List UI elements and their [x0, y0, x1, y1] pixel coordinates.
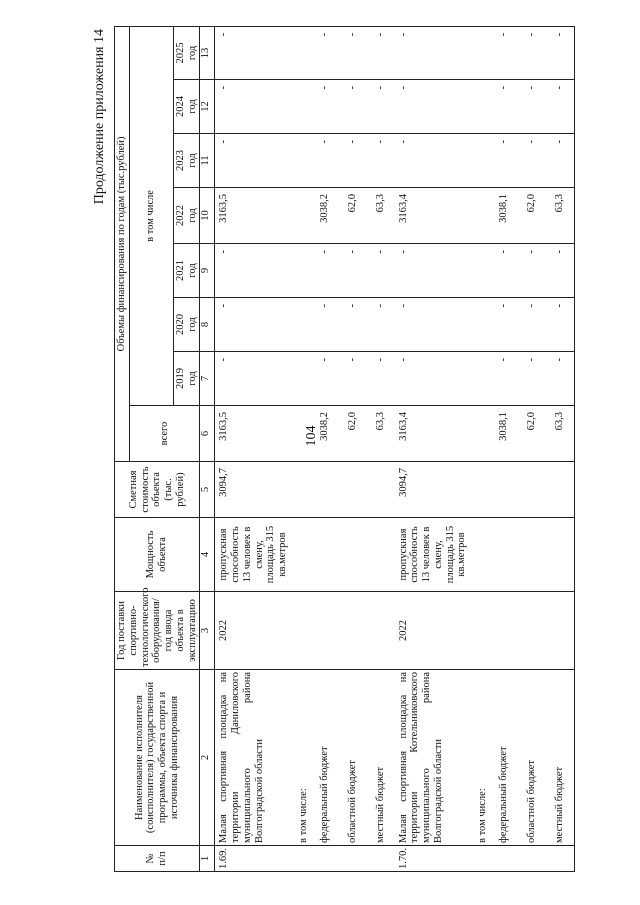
cell-cost [518, 462, 546, 518]
header-year-2022 [173, 188, 200, 244]
header-year-2025 [173, 26, 200, 79]
cell-year-amount [290, 352, 311, 406]
header-year-unit: год [186, 99, 198, 114]
cell-year-amount: - [518, 352, 546, 406]
cell-year-amount: 3163,5 [215, 188, 290, 244]
cell-year-amount [469, 26, 490, 79]
cell-year-amount: - [215, 26, 290, 79]
cell-total: 62,0 [518, 406, 546, 462]
header-year-value: 2025 [174, 42, 186, 64]
header-year-value: 2024 [174, 96, 186, 117]
cell-year-amount: - [215, 298, 290, 352]
cell-year-amount [290, 134, 311, 188]
header-year-value: 2022 [174, 205, 186, 226]
cell-year-amount: 3163,4 [395, 188, 470, 244]
cell-year-amount: - [311, 352, 339, 406]
column-number: 11 [200, 134, 215, 188]
cell-no [311, 846, 339, 872]
cell-name: местный бюджет [546, 670, 575, 846]
cell-year-amount: - [546, 134, 575, 188]
cell-name: федеральный бюджет [490, 670, 518, 846]
header-year-2023 [173, 134, 200, 188]
cell-year-amount: - [339, 80, 367, 134]
table-row-funding-source [490, 26, 518, 871]
header-year-2021 [173, 244, 200, 298]
cell-cost [546, 462, 575, 518]
cell-year [546, 592, 575, 670]
cell-capacity [490, 518, 518, 592]
cell-year-amount: 62,0 [518, 188, 546, 244]
cell-year-amount: - [311, 244, 339, 298]
column-number: 12 [200, 80, 215, 134]
cell-year-amount: - [395, 134, 470, 188]
table-row-object [395, 26, 470, 871]
cell-year [490, 592, 518, 670]
cell-year-amount: - [395, 244, 470, 298]
cell-total: 3163,4 [395, 406, 470, 462]
cell-cost [469, 462, 490, 518]
cell-year-amount [469, 244, 490, 298]
cell-year [367, 592, 395, 670]
cell-year-amount: - [518, 298, 546, 352]
cell-year-amount: - [395, 298, 470, 352]
cell-year-amount: - [546, 26, 575, 79]
cell-name: Малая спортивная площадка на территории Даниловского муниципального района Волгоградской области [215, 670, 290, 846]
header-year-unit: год [186, 371, 198, 386]
header-year-2024 [173, 80, 200, 134]
cell-year-amount: 3038,1 [490, 188, 518, 244]
cell-year-amount [290, 298, 311, 352]
header-total: всего [129, 406, 200, 462]
cell-year: 2022 [395, 592, 470, 670]
cell-year-amount: - [490, 244, 518, 298]
header-year-unit: год [186, 153, 198, 168]
page-number: 104 [304, 425, 319, 447]
cell-total: 63,3 [367, 406, 395, 462]
header-year-unit: год [186, 317, 198, 332]
header-including: в том числе [129, 26, 173, 405]
cell-year-amount: - [490, 26, 518, 79]
table-row-funding-source [311, 26, 339, 871]
cell-year-amount [469, 80, 490, 134]
header-year-unit: год [186, 208, 198, 223]
column-number: 3 [200, 592, 215, 670]
cell-year-amount [290, 80, 311, 134]
column-number: 5 [200, 462, 215, 518]
cell-year [290, 592, 311, 670]
column-number: 2 [200, 670, 215, 846]
cell-cost [290, 462, 311, 518]
cell-cost: 3094,7 [395, 462, 470, 518]
cell-no [490, 846, 518, 872]
cell-year-amount [469, 298, 490, 352]
cell-name: федеральный бюджет [311, 670, 339, 846]
header-capacity: Мощность объекта [115, 518, 200, 592]
table-row-funding-source [290, 26, 311, 871]
cell-year-amount: - [367, 352, 395, 406]
column-number: 1 [200, 846, 215, 872]
cell-total: 3038,2 [311, 406, 339, 462]
cell-capacity [469, 518, 490, 592]
cell-no [469, 846, 490, 872]
cell-year-amount [469, 134, 490, 188]
cell-year-amount [469, 352, 490, 406]
cell-cost [367, 462, 395, 518]
cell-no [367, 846, 395, 872]
cell-year-amount: - [339, 298, 367, 352]
cell-name: в том числе: [469, 670, 490, 846]
cell-year-amount: - [518, 134, 546, 188]
column-number: 7 [200, 352, 215, 406]
cell-year-amount: - [311, 134, 339, 188]
cell-year-amount: - [339, 26, 367, 79]
cell-year-amount: - [339, 134, 367, 188]
cell-year-amount: - [546, 352, 575, 406]
cell-year-amount: 63,3 [367, 188, 395, 244]
cell-name: областной бюджет [339, 670, 367, 846]
cell-name: местный бюджет [367, 670, 395, 846]
cell-year [339, 592, 367, 670]
cell-cost [339, 462, 367, 518]
cell-cost: 3094,7 [215, 462, 290, 518]
column-number: 4 [200, 518, 215, 592]
cell-name: областной бюджет [518, 670, 546, 846]
header-funding-group: Объемы финансирования по годам (тыс.рублей) [115, 26, 130, 461]
cell-year-amount: - [339, 244, 367, 298]
cell-total: 63,3 [546, 406, 575, 462]
cell-year-amount: - [490, 134, 518, 188]
cell-total: 3163,5 [215, 406, 290, 462]
cell-year: 2022 [215, 592, 290, 670]
rotated-page-content [92, 27, 624, 872]
cell-capacity [546, 518, 575, 592]
cell-year-amount: - [546, 298, 575, 352]
cell-year-amount: - [367, 134, 395, 188]
table-row-funding-source [367, 26, 395, 871]
cell-year-amount: - [367, 80, 395, 134]
cell-year-amount: - [311, 26, 339, 79]
cell-year-amount: - [546, 244, 575, 298]
cell-total [290, 406, 311, 462]
cell-cost [490, 462, 518, 518]
cell-capacity [290, 518, 311, 592]
column-number-row [200, 26, 215, 871]
cell-year-amount: - [339, 352, 367, 406]
cell-year-amount: - [518, 244, 546, 298]
cell-cost [311, 462, 339, 518]
column-number: 6 [200, 406, 215, 462]
cell-year-amount: 63,3 [546, 188, 575, 244]
cell-year-amount: 3038,2 [311, 188, 339, 244]
cell-year-amount: - [215, 80, 290, 134]
cell-no [546, 846, 575, 872]
cell-name: в том числе: [290, 670, 311, 846]
continuation-title: Продолжение приложения 14 [92, 29, 107, 205]
cell-no [339, 846, 367, 872]
cell-year-amount: - [215, 352, 290, 406]
cell-year-amount: - [367, 244, 395, 298]
cell-year-amount: 62,0 [339, 188, 367, 244]
cell-total: 62,0 [339, 406, 367, 462]
cell-no: 1.70. [395, 846, 470, 872]
header-year-value: 2019 [174, 368, 186, 389]
cell-year-amount [290, 26, 311, 79]
header-year-2019 [173, 352, 200, 406]
cell-year-amount [290, 188, 311, 244]
cell-capacity [367, 518, 395, 592]
column-number: 13 [200, 26, 215, 79]
cell-year [311, 592, 339, 670]
header-year-value: 2021 [174, 260, 186, 281]
cell-year-amount: - [311, 298, 339, 352]
table-row-object [215, 26, 290, 871]
cell-capacity [518, 518, 546, 592]
cell-capacity: пропускная способность 13 человек в смену, площадь 315 кв.метров [395, 518, 470, 592]
cell-year-amount: - [546, 80, 575, 134]
cell-capacity [339, 518, 367, 592]
table-row-funding-source [469, 26, 490, 871]
cell-year-amount: - [490, 352, 518, 406]
cell-year-amount: - [395, 80, 470, 134]
header-no: № п/п [115, 846, 200, 872]
cell-name: Малая спортивная площадка на территории Котельниковского муниципального района Волгоградской области [395, 670, 470, 846]
header-year-2020 [173, 298, 200, 352]
cell-year-amount: - [395, 26, 470, 79]
cell-year-amount: - [395, 352, 470, 406]
cell-year-amount [290, 244, 311, 298]
cell-no [290, 846, 311, 872]
cell-capacity [311, 518, 339, 592]
header-estimated-cost: Сметная стоимость объекта (тыс. рублей) [115, 462, 200, 518]
cell-no [518, 846, 546, 872]
table-row-funding-source [518, 26, 546, 871]
header-year-unit: год [186, 263, 198, 278]
header-name: Наименование исполнителя (соисполнителя) государственной программы, объекта спорта и источника финансирования [115, 670, 200, 846]
column-number: 10 [200, 188, 215, 244]
table-row-funding-source [546, 26, 575, 871]
cell-year-amount: - [215, 244, 290, 298]
cell-year-amount: - [215, 134, 290, 188]
cell-year-amount: - [518, 80, 546, 134]
cell-total: 3038,1 [490, 406, 518, 462]
cell-capacity: пропускная способность 13 человек в смену, площадь 315 кв.метров [215, 518, 290, 592]
cell-total [469, 406, 490, 462]
cell-year [469, 592, 490, 670]
header-year-delivery: Год поставки спортивно-технологического оборудования/ год ввода объекта в эксплуатацию [115, 592, 200, 670]
cell-year-amount [469, 188, 490, 244]
cell-year-amount: - [490, 80, 518, 134]
cell-year-amount: - [518, 26, 546, 79]
header-year-value: 2020 [174, 314, 186, 335]
cell-year-amount: - [367, 26, 395, 79]
column-number: 9 [200, 244, 215, 298]
funding-table [114, 26, 575, 872]
header-year-unit: год [186, 45, 198, 61]
cell-year-amount: - [311, 80, 339, 134]
cell-no: 1.69. [215, 846, 290, 872]
cell-year-amount: - [490, 298, 518, 352]
column-number: 8 [200, 298, 215, 352]
header-year-value: 2023 [174, 150, 186, 171]
table-row-funding-source [339, 26, 367, 871]
cell-year [518, 592, 546, 670]
cell-year-amount: - [367, 298, 395, 352]
